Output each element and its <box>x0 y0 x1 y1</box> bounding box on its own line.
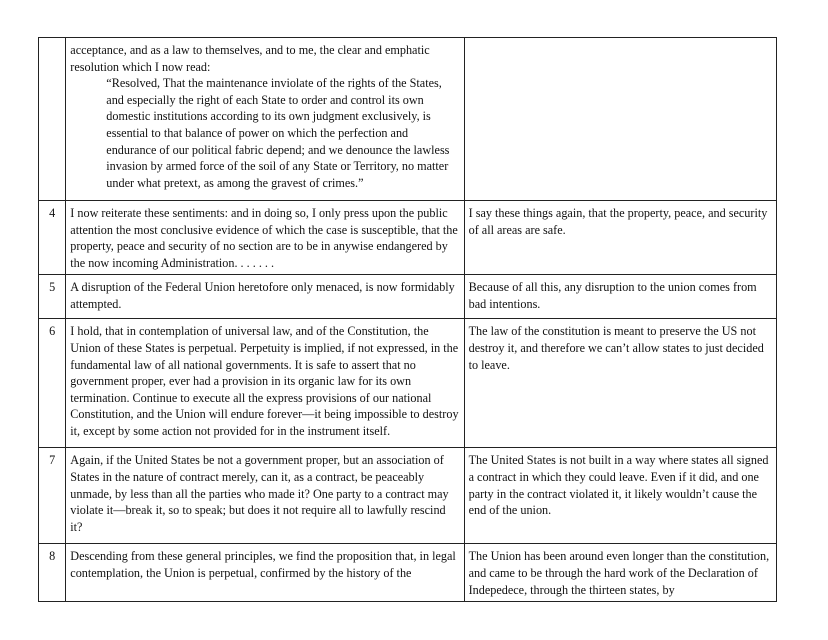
table-row <box>39 319 777 448</box>
original-text-cell: Again, if the United States be not a government proper, but an association of States in the nature of contract merely, can it, as a contract, be peaceably unmade, by less than all the parties who made it? One party to a contract may violate it—break it, so to speak; but does it not require all to lawfully rescind it? <box>66 448 464 544</box>
row-number-cell: 7 <box>39 448 66 544</box>
original-text-cell <box>66 38 464 201</box>
paraphrase-cell: I say these things again, that the property, peace, and security of all areas are safe. <box>464 201 776 275</box>
table-row <box>39 448 777 544</box>
row-number-cell <box>39 38 66 201</box>
original-text-cell: I hold, that in contemplation of universal law, and of the Constitution, the Union of these States is perpetual. Perpetuity is implied, if not expressed, in the fundamental law of all national governments. It is safe to assert that no government proper, ever had a provision in its organic law for its own termination. Continue to execute all the express provisions of our national Constitution, and the Union will endure forever—it being impossible to destroy it, except by some action not provided for in the instrument itself. <box>66 319 464 448</box>
paraphrase-cell: The United States is not built in a way where states all signed a contract in which they could leave. Even if it did, and one party in the contract violated it, it likely wouldn’t cause the end of the union. <box>464 448 776 544</box>
speech-paraphrase-table <box>38 37 777 602</box>
row-number-cell: 6 <box>39 319 66 448</box>
original-text-cell: I now reiterate these sentiments: and in doing so, I only press upon the public attention the most conclusive evidence of which the case is susceptible, that the property, peace and security of no section are to be in anywise endangered by the now incoming Administration. . . . . . . <box>66 201 464 275</box>
table-row <box>39 544 777 602</box>
table-row <box>39 38 777 201</box>
original-text-cell: Descending from these general principles, we find the proposition that, in legal contemplation, the Union is perpetual, confirmed by the history of the <box>66 544 464 602</box>
paraphrase-cell: The law of the constitution is meant to preserve the US not destroy it, and therefore we can’t allow states to just decided to leave. <box>464 319 776 448</box>
paraphrase-cell: Because of all this, any disruption to the union comes from bad intentions. <box>464 275 776 319</box>
table-row <box>39 275 777 319</box>
table-row <box>39 201 777 275</box>
original-text-cell: A disruption of the Federal Union heretofore only menaced, is now formidably attempted. <box>66 275 464 319</box>
row-number-cell: 4 <box>39 201 66 275</box>
row-number-cell: 5 <box>39 275 66 319</box>
paraphrase-cell <box>464 38 776 201</box>
paraphrase-cell: The Union has been around even longer than the constitution, and came to be through the hard work of the Declaration of Indepedece, through the thirteen states, by <box>464 544 776 602</box>
original-text: acceptance, and as a law to themselves, and to me, the clear and emphatic resolution which I now read: <box>70 43 430 74</box>
row-number-cell: 8 <box>39 544 66 602</box>
quoted-resolution: “Resolved, That the maintenance inviolate of the rights of the States, and especially the right of each State to order and control its own domestic institutions according to its own judgment exclusively, is essential to that balance of power on which the perfection and endurance of our political fabric depend; and we denounce the lawless invasion by armed force of the soil of any State or Territory, no matter under what pretext, as among the gravest of crimes.” <box>106 76 450 190</box>
